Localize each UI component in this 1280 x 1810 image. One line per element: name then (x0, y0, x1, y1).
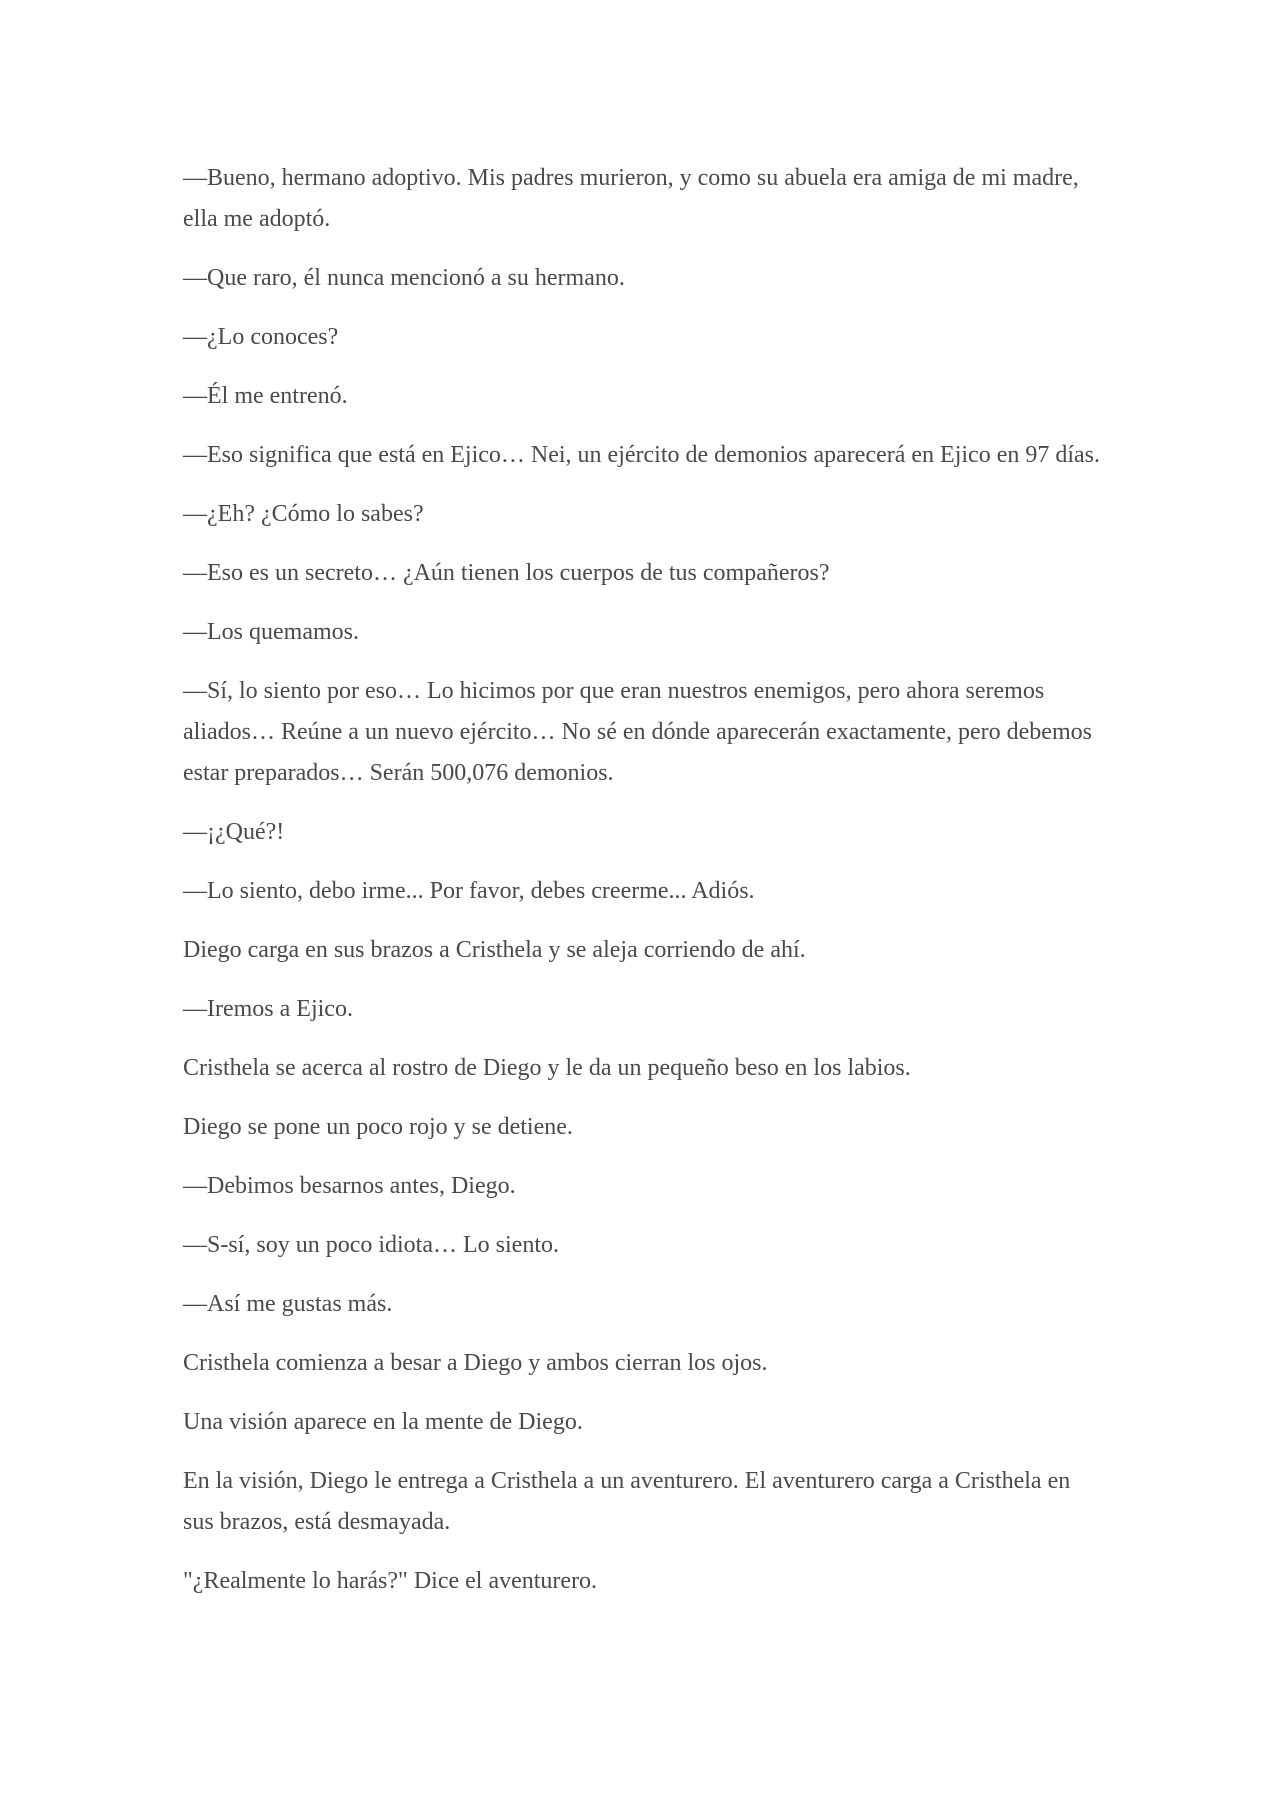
paragraph: —Eso significa que está en Ejico… Nei, un ejército de demonios aparecerá en Ejico en 97 días. (183, 442, 1101, 468)
paragraph: —Lo siento, debo irme... Por favor, debes creerme... Adiós. (183, 878, 755, 904)
paragraph: —Debimos besarnos antes, Diego. (183, 1173, 516, 1199)
paragraph: —Que raro, él nunca mencionó a su hermano. (183, 265, 625, 291)
paragraph: Cristhela se acerca al rostro de Diego y le da un pequeño beso en los labios. (183, 1055, 911, 1081)
paragraph: —Así me gustas más. (183, 1291, 393, 1317)
paragraph: —¡¿Qué?! (183, 819, 285, 845)
paragraph: Cristhela comienza a besar a Diego y ambos cierran los ojos. (183, 1350, 768, 1376)
paragraph: —Él me entrenó. (183, 383, 348, 409)
paragraph: Una visión aparece en la mente de Diego. (183, 1409, 583, 1435)
paragraph: —¿Lo conoces? (183, 324, 339, 350)
paragraph: —Sí, lo siento por eso… Lo hicimos por que eran nuestros enemigos, pero ahora seremos aliados… Reúne a un nuevo ejército… No sé en dónde aparecerán exactamente, pero debemos estar preparados… Serán 500,076 demonios. (183, 678, 1092, 786)
paragraph: "¿Realmente lo harás?" Dice el aventurero. (183, 1568, 598, 1594)
story-text (183, 158, 1103, 1620)
paragraph: —Iremos a Ejico. (183, 996, 353, 1022)
paragraph: Diego se pone un poco rojo y se detiene. (183, 1114, 573, 1140)
paragraph: Diego carga en sus brazos a Cristhela y se aleja corriendo de ahí. (183, 937, 806, 963)
paragraph: —Los quemamos. (183, 619, 359, 645)
paragraph: —S-sí, soy un poco idiota… Lo siento. (183, 1232, 559, 1258)
paragraph: —Bueno, hermano adoptivo. Mis padres murieron, y como su abuela era amiga de mi madre, ella me adoptó. (183, 165, 1079, 232)
paragraph: —Eso es un secreto… ¿Aún tienen los cuerpos de tus compañeros? (183, 560, 830, 586)
paragraph: En la visión, Diego le entrega a Cristhela a un aventurero. El aventurero carga a Cristhela en sus brazos, está desmayada. (183, 1468, 1071, 1535)
paragraph: —¿Eh? ¿Cómo lo sabes? (183, 501, 424, 527)
